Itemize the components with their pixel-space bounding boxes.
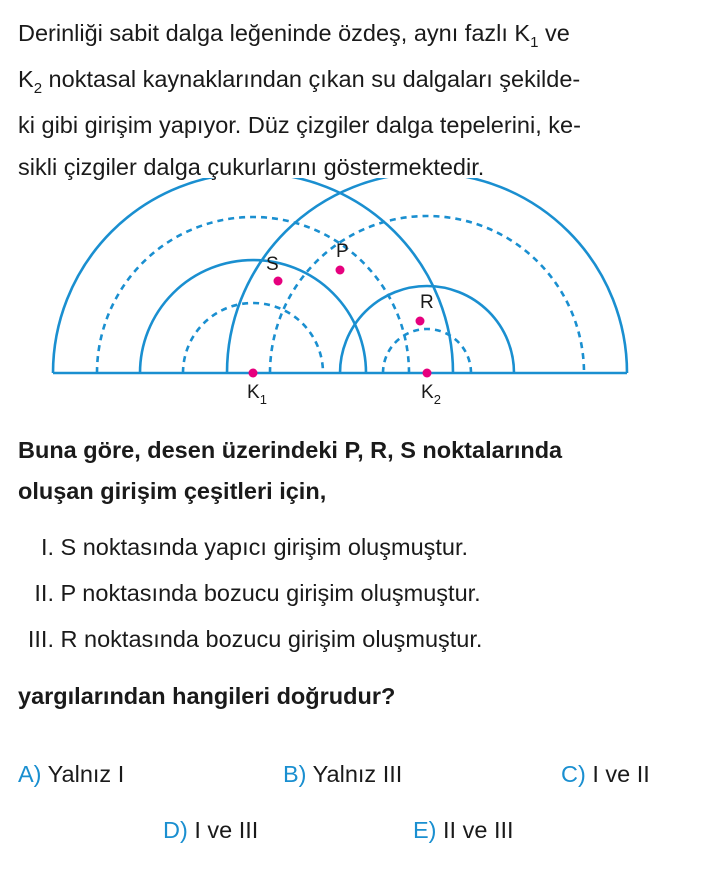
option-b-letter: B) — [283, 761, 307, 787]
option-a-letter: A) — [18, 761, 42, 787]
statement-2-text: P noktasında bozucu girişim oluşmuştur. — [60, 580, 481, 606]
statement-3 — [18, 624, 482, 654]
label-k2-main: K — [421, 382, 434, 403]
statement-2-number: II. — [34, 580, 54, 606]
option-c-letter: C) — [561, 761, 586, 787]
option-e-letter: E) — [413, 817, 437, 843]
intro-text-1: Derinliği sabit dalga leğeninde özdeş, aynı fazlı K — [18, 20, 531, 46]
question-intro — [18, 12, 698, 188]
option-d-text: I ve III — [194, 817, 259, 843]
label-p: P — [336, 241, 349, 262]
option-d-letter: D) — [163, 817, 188, 843]
intro-text-6: sikli çizgiler dalga çukurlarını göstermektedir. — [18, 154, 485, 180]
statement-1 — [18, 532, 468, 562]
source-k1-point — [249, 369, 258, 378]
intro-text-3: K — [18, 66, 34, 92]
intro-k1-subscript: 1 — [530, 34, 539, 51]
label-k2 — [421, 382, 441, 407]
intro-text-4: noktasal kaynaklarından çıkan su dalgaları şekilde- — [42, 66, 581, 92]
option-b[interactable] — [283, 759, 402, 789]
question-line-1: Buna göre, desen üzerindeki P, R, S noktalarında — [18, 437, 563, 463]
intro-text-5: ki gibi girişim yapıyor. Düz çizgiler dalga tepelerini, ke- — [18, 112, 581, 138]
label-k1-main: K — [247, 382, 260, 403]
point-s — [274, 277, 283, 286]
option-b-text: Yalnız III — [312, 761, 403, 787]
statement-1-number: I. — [40, 534, 54, 560]
k2-trough-inner — [383, 329, 471, 373]
source-k2-point — [423, 369, 432, 378]
option-c-text: I ve II — [592, 761, 650, 787]
k1-trough-inner — [183, 303, 323, 373]
option-c[interactable] — [561, 759, 650, 789]
question-closing: yargılarından hangileri doğrudur? — [18, 683, 396, 709]
label-r: R — [420, 292, 434, 313]
question-line-2: oluşan girişim çeşitleri için, — [18, 478, 327, 504]
k1-trough-outer — [97, 217, 409, 373]
statement-1-text: S noktasında yapıcı girişim oluşmuştur. — [60, 534, 469, 560]
wave-diagram — [40, 178, 640, 418]
statement-2 — [18, 578, 481, 608]
point-r — [416, 317, 425, 326]
question-prompt — [18, 430, 698, 512]
option-a[interactable] — [18, 759, 124, 789]
intro-text-2: ve — [538, 20, 570, 46]
label-s: S — [266, 254, 279, 275]
wave-interference-figure — [40, 178, 640, 418]
intro-k2-subscript: 2 — [33, 80, 43, 97]
statement-3-text: R noktasında bozucu girişim oluşmuştur. — [60, 626, 483, 652]
label-k2-sub: 2 — [433, 392, 441, 407]
statement-3-number: III. — [27, 626, 54, 652]
option-d[interactable] — [163, 815, 258, 845]
label-k1 — [247, 382, 267, 407]
option-a-text: Yalnız I — [47, 761, 125, 787]
option-e[interactable] — [413, 815, 514, 845]
point-p — [336, 266, 345, 275]
option-e-text: II ve III — [443, 817, 514, 843]
label-k1-sub: 1 — [259, 392, 267, 407]
